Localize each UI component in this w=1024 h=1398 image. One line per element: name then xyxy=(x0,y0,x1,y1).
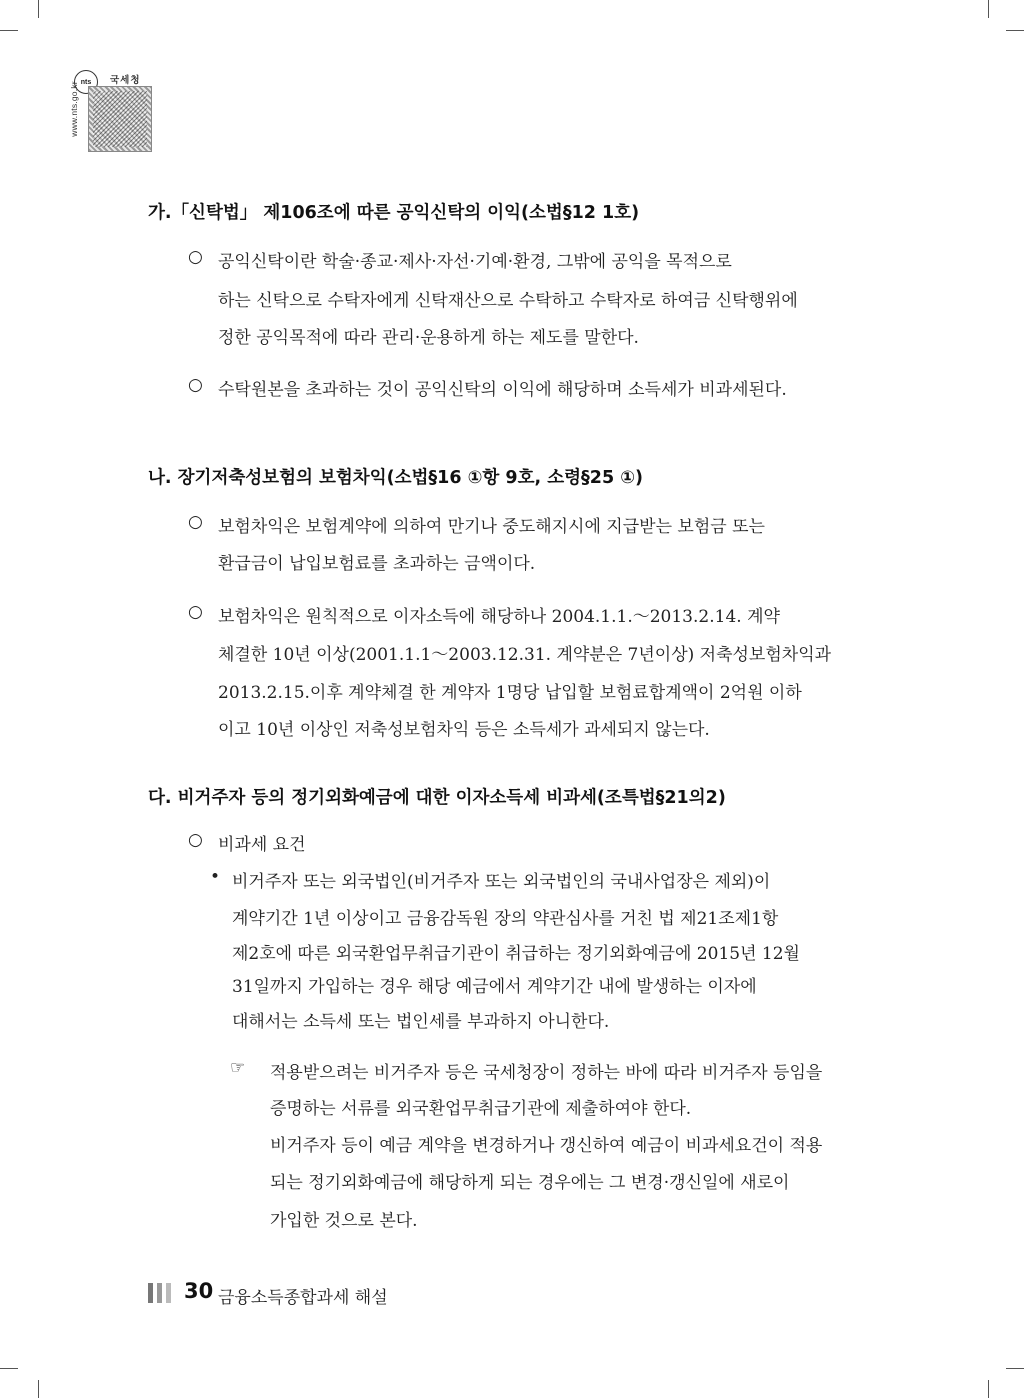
footer-book-title: 금융소득종합과세 해설 xyxy=(218,1288,388,1308)
section-b-b1-line2: 환급금이 납입보험료를 초과하는 금액이다. xyxy=(218,554,536,574)
section-b-b2-line3: 2013.2.15.이후 계약체결 한 계약자 1명당 납입할 보험료합계액이 2억원 이하 xyxy=(218,683,802,703)
page-number: 30 xyxy=(184,1279,214,1303)
crop-mark-right-top xyxy=(1006,30,1024,31)
section-b-b1-line1: 보험차익은 보험계약에 의하여 만기나 중도해지시에 지급받는 보험금 또는 xyxy=(218,517,765,537)
section-a-b1-line2: 하는 신탁으로 수탁자에게 신탁재산으로 수탁하고 수탁자로 하여금 신탁행위에 xyxy=(218,291,798,311)
bullet-dot-icon: • xyxy=(210,867,221,887)
crop-mark-top-left xyxy=(38,0,39,18)
crop-mark-left-top xyxy=(0,30,18,31)
site-url: www.nts.go.kr xyxy=(68,81,79,137)
qr-code-icon xyxy=(88,86,152,152)
section-c-note-line5: 가입한 것으로 본다. xyxy=(270,1211,418,1231)
section-a-b1-line3: 정한 공익목적에 따라 관리·운용하게 하는 제도를 말한다. xyxy=(218,328,639,348)
bullet-circle-icon: ○ xyxy=(188,512,203,532)
section-c-note-line1: 적용받으려는 비거주자 등은 국세청장이 정하는 바에 따라 비거주자 등임을 xyxy=(270,1063,823,1083)
crop-mark-right-bottom xyxy=(1006,1368,1024,1369)
section-b-b2-line2: 체결한 10년 이상(2001.1.1～2003.12.31. 계약분은 7년이상) 저축성보험차익과 xyxy=(218,645,832,665)
section-c-sub1-line1: 비거주자 또는 외국법인(비거주자 또는 외국법인의 국내사업장은 제외)이 xyxy=(232,872,771,892)
section-c-sub1-line5: 대해서는 소득세 또는 법인세를 부과하지 아니한다. xyxy=(232,1012,610,1032)
section-b-heading: 나. 장기저축성보험의 보험차익(소법§16 ①항 9호, 소령§25 ①) xyxy=(148,468,644,488)
section-c-sub1-line2: 계약기간 1년 이상이고 금융감독원 장의 약관심사를 거친 법 제21조제1항 xyxy=(232,909,779,929)
org-name: 국세청 xyxy=(110,75,141,86)
section-c-b1: 비과세 요건 xyxy=(218,835,306,855)
bullet-circle-icon: ○ xyxy=(188,602,203,622)
section-a-b2-line1: 수탁원본을 초과하는 것이 공익신탁의 이익에 해당하며 소득세가 비과세된다. xyxy=(218,380,787,400)
section-b-b2-line1: 보험차익은 원칙적으로 이자소득에 해당하나 2004.1.1.～2013.2.14. 계약 xyxy=(218,607,780,627)
crop-mark-left-bottom xyxy=(0,1368,18,1369)
pointing-hand-icon: ☞ xyxy=(230,1058,246,1078)
bullet-circle-icon: ○ xyxy=(188,375,203,395)
section-c-note-line4: 되는 정기외화예금에 해당하게 되는 경우에는 그 변경·갱신일에 새로이 xyxy=(270,1173,790,1193)
bullet-circle-icon: ○ xyxy=(188,830,203,850)
nts-badge-icon: nts xyxy=(74,70,98,94)
bullet-circle-icon: ○ xyxy=(188,247,203,267)
section-c-note-line3: 비거주자 등이 예금 계약을 변경하거나 갱신하여 예금이 비과세요건이 적용 xyxy=(270,1136,823,1156)
crop-mark-bottom-right xyxy=(988,1380,989,1398)
crop-mark-top-right xyxy=(988,0,989,18)
section-c-note-line2: 증명하는 서류를 외국환업무취급기관에 제출하여야 한다. xyxy=(270,1099,692,1119)
section-c-heading: 다. 비거주자 등의 정기외화예금에 대한 이자소득세 비과세(조특법§21의2) xyxy=(148,788,726,808)
crop-mark-bottom-left xyxy=(38,1380,39,1398)
section-c-sub1-line4: 31일까지 가입하는 경우 해당 예금에서 계약기간 내에 발생하는 이자에 xyxy=(232,977,757,997)
section-a-heading: 가.「신탁법」 제106조에 따른 공익신탁의 이익(소법§12 1호) xyxy=(148,203,640,223)
header-logo xyxy=(68,64,154,154)
section-c-sub1-line3: 제2호에 따른 외국환업무취급기관이 취급하는 정기외화예금에 2015년 12월 xyxy=(232,944,800,964)
section-a-b1-line1: 공익신탁이란 학술·종교·제사·자선·기예·환경, 그밖에 공익을 목적으로 xyxy=(218,252,732,272)
section-b-b2-line4: 이고 10년 이상인 저축성보험차익 등은 소득세가 과세되지 않는다. xyxy=(218,720,710,740)
